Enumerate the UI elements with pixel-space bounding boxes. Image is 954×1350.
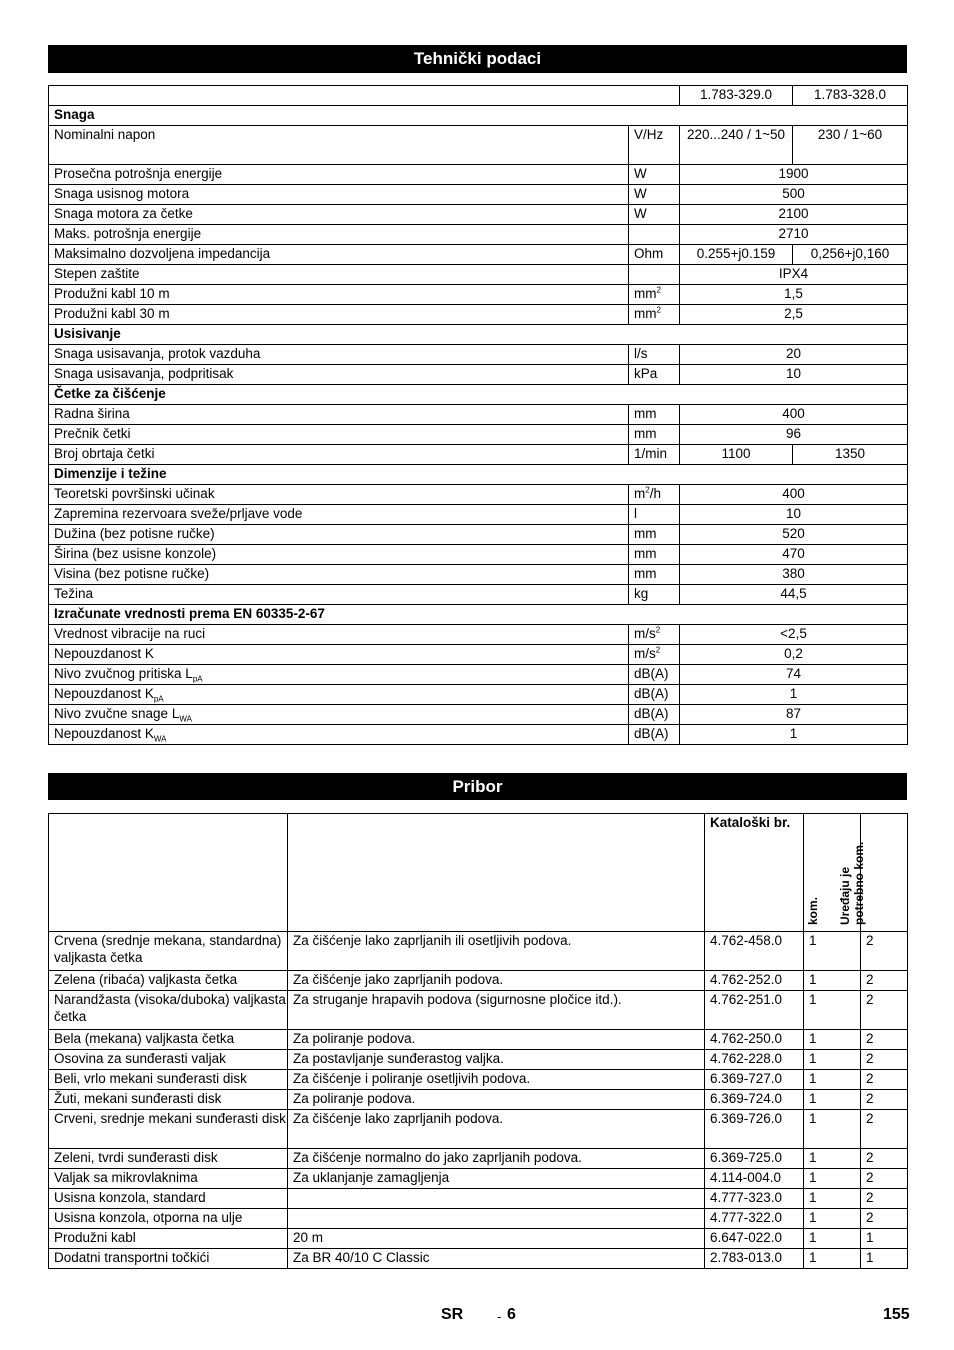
spec-label-cell (49, 565, 629, 585)
spec-unit: dB(A) (634, 726, 669, 741)
spec-label: Nivo zvučne snage L (54, 706, 180, 721)
spec-unit-cell (629, 185, 680, 205)
accessory-name: Narandžasta (visoka/duboka) valjkasta četka (49, 991, 288, 1030)
spec-label: Snaga usisavanja, podpritisak (54, 366, 234, 381)
spec-value-2: 1350 (793, 445, 908, 465)
accessory-row (49, 1110, 908, 1149)
spec-unit-cell (629, 205, 680, 225)
accessory-quantity: 1 (804, 1149, 861, 1169)
accessory-quantity: 1 (804, 1110, 861, 1149)
spec-label: Radna širina (54, 406, 130, 421)
accessory-description: Za uklanjanje zamagljenja (288, 1169, 705, 1189)
spec-label: Maksimalno dozvoljena impedancija (54, 246, 271, 261)
spec-value-1: 1100 (680, 445, 793, 465)
spec-value: 2710 (680, 225, 908, 245)
spec-unit: m/s (634, 646, 656, 661)
accessory-description: Za struganje hrapavih podova (sigurnosne pločice itd.). (288, 991, 705, 1030)
accessory-name: Dodatni transportni točkići (49, 1249, 288, 1269)
tech-title: Tehnički podaci (413, 49, 542, 68)
spec-label-cell (49, 625, 629, 645)
accessory-required: 2 (861, 1090, 908, 1110)
accessory-description: Za poliranje podova. (288, 1090, 705, 1110)
section-heading: Četke za čišćenje (49, 385, 908, 405)
spec-label: Broj obrtaja četki (54, 446, 155, 461)
spec-unit-cell (629, 445, 680, 465)
footer-page-number: 155 (883, 1306, 910, 1323)
tech-row (49, 305, 908, 325)
accessory-quantity: 1 (804, 1249, 861, 1269)
accessory-row (49, 1249, 908, 1269)
spec-label-cell (49, 585, 629, 605)
spec-value: 1 (680, 725, 908, 745)
accessory-description: Za BR 40/10 C Classic (288, 1249, 705, 1269)
accessory-name: Zeleni, tvrdi sunđerasti disk (49, 1149, 288, 1169)
spec-label-cell (49, 685, 629, 705)
spec-label: Zapremina rezervoara sveže/prljave vode (54, 506, 303, 521)
accessory-name: Osovina za sunđerasti valjak (49, 1050, 288, 1070)
accessory-quantity: 1 (804, 1229, 861, 1249)
spec-label-subscript: pA (153, 694, 164, 704)
spec-unit-cell (629, 245, 680, 265)
tech-row (49, 205, 908, 225)
accessory-row (49, 971, 908, 991)
tech-row (49, 585, 908, 605)
accessory-required: 2 (861, 1149, 908, 1169)
tech-section-row (49, 385, 908, 405)
accessory-name: Beli, vrlo mekani sunđerasti disk (49, 1070, 288, 1090)
accessory-catalog-number: 4.762-252.0 (705, 971, 804, 991)
spec-unit-cell (629, 505, 680, 525)
accessory-description: Za čišćenje i poliranje osetljivih podova. (288, 1070, 705, 1090)
tech-row (49, 165, 908, 185)
accessory-name: Usisna konzola, standard (49, 1189, 288, 1209)
spec-unit-cell (629, 625, 680, 645)
spec-unit-cell (629, 425, 680, 445)
accessory-row (49, 1169, 908, 1189)
spec-unit: kg (634, 586, 649, 601)
tech-row (49, 285, 908, 305)
tech-row (49, 425, 908, 445)
tech-row (49, 545, 908, 565)
accessory-catalog-number: 6.369-727.0 (705, 1070, 804, 1090)
tech-row (49, 705, 908, 725)
header-required-2: potrebno kom. (852, 841, 866, 925)
model-2: 1.783-328.0 (793, 86, 908, 106)
spec-unit-superscript: 2 (645, 485, 650, 495)
spec-label-cell (49, 545, 629, 565)
spec-unit-cell (629, 225, 680, 245)
spec-value: IPX4 (680, 265, 908, 285)
tech-row (49, 565, 908, 585)
spec-label-cell (49, 365, 629, 385)
spec-value: 1900 (680, 165, 908, 185)
spec-unit-cell (629, 165, 680, 185)
accessory-description: Za čišćenje lako zaprljanih ili osetljivih podova. (288, 932, 705, 971)
spec-label: Snaga usisnog motora (54, 186, 190, 201)
spec-value: 0,2 (680, 645, 908, 665)
spec-unit: mm (634, 426, 657, 441)
spec-label-cell (49, 665, 629, 685)
spec-unit: dB(A) (634, 706, 669, 721)
spec-value: 10 (680, 365, 908, 385)
tech-row (49, 225, 908, 245)
tech-model-row (49, 86, 908, 106)
section-heading: Izračunate vrednosti prema EN 60335-2-67 (49, 605, 908, 625)
accessory-description: Za čišćenje lako zaprljanih podova. (288, 1110, 705, 1149)
spec-label: Maks. potrošnja energije (54, 226, 202, 241)
spec-value: 500 (680, 185, 908, 205)
spec-label: Nepouzdanost K (54, 726, 154, 741)
spec-unit: mm (634, 286, 657, 301)
spec-label: Vrednost vibracije na ruci (54, 626, 206, 641)
accessory-row (49, 1090, 908, 1110)
spec-unit: 1/min (634, 446, 668, 461)
accessory-required: 2 (861, 1070, 908, 1090)
spec-label-cell (49, 645, 629, 665)
spec-label-cell (49, 705, 629, 725)
tech-row (49, 345, 908, 365)
spec-value: 1,5 (680, 285, 908, 305)
spec-value: 10 (680, 505, 908, 525)
tech-section-row (49, 325, 908, 345)
accessory-row (49, 1050, 908, 1070)
spec-label: Teoretski površinski učinak (54, 486, 215, 501)
accessory-name: Zelena (ribaća) valjkasta četka (49, 971, 288, 991)
accessories-table (48, 813, 908, 1269)
spec-unit-cell (629, 305, 680, 325)
accessory-name: Bela (mekana) valjkasta četka (49, 1030, 288, 1050)
spec-unit-cell (629, 705, 680, 725)
spec-label: Stepen zaštite (54, 266, 140, 281)
spec-value: 2,5 (680, 305, 908, 325)
spec-unit-suffix: /h (649, 486, 661, 501)
spec-unit-cell (629, 265, 680, 285)
accessory-row (49, 932, 908, 971)
spec-unit-cell (629, 285, 680, 305)
spec-label-cell (49, 285, 629, 305)
model-1: 1.783-329.0 (680, 86, 793, 106)
tech-section-row (49, 605, 908, 625)
spec-unit-cell (629, 365, 680, 385)
spec-label-cell (49, 725, 629, 745)
spec-label-cell (49, 305, 629, 325)
spec-label-cell (49, 225, 629, 245)
accessory-description (288, 1189, 705, 1209)
accessory-catalog-number: 6.369-726.0 (705, 1110, 804, 1149)
spec-unit-cell (629, 645, 680, 665)
accessory-required: 2 (861, 1169, 908, 1189)
spec-label: Težina (54, 586, 94, 601)
spec-value: 20 (680, 345, 908, 365)
tech-row (49, 485, 908, 505)
spec-label: Produžni kabl 10 m (54, 286, 170, 301)
spec-unit: V/Hz (634, 127, 664, 142)
spec-label: Snaga usisavanja, protok vazduha (54, 346, 261, 361)
spec-unit: l/s (634, 346, 648, 361)
accessory-catalog-number: 6.369-725.0 (705, 1149, 804, 1169)
spec-label: Prosečna potrošnja energije (54, 166, 223, 181)
tech-row (49, 645, 908, 665)
spec-label-subscript: WA (153, 734, 167, 744)
accessory-name: Crveni, srednje mekani sunđerasti disk (49, 1110, 288, 1149)
tech-row (49, 245, 908, 265)
spec-label-cell (49, 265, 629, 285)
spec-unit: dB(A) (634, 666, 669, 681)
accessory-description: 20 m (288, 1229, 705, 1249)
spec-unit: m (634, 486, 646, 501)
spec-unit: mm (634, 546, 657, 561)
tech-row (49, 405, 908, 425)
accessory-catalog-number: 6.647-022.0 (705, 1229, 804, 1249)
accessory-row (49, 1149, 908, 1169)
spec-unit: mm (634, 406, 657, 421)
accessory-quantity: 1 (804, 971, 861, 991)
spec-value: 96 (680, 425, 908, 445)
spec-value: 2100 (680, 205, 908, 225)
spec-label-subscript: WA (179, 714, 192, 724)
section-heading: Dimenzije i težine (49, 465, 908, 485)
accessory-row (49, 1229, 908, 1249)
accessory-quantity: 1 (804, 932, 861, 971)
spec-unit-cell (629, 525, 680, 545)
tech-row (49, 265, 908, 285)
spec-label-cell (49, 485, 629, 505)
spec-unit: mm (634, 566, 657, 581)
spec-value: 380 (680, 565, 908, 585)
tech-row (49, 625, 908, 645)
accessory-description (288, 1209, 705, 1229)
accessory-quantity: 1 (804, 1070, 861, 1090)
spec-label-subscript: pA (192, 674, 203, 684)
spec-unit-cell (629, 585, 680, 605)
spec-unit: Ohm (634, 246, 664, 261)
spec-unit: W (634, 166, 647, 181)
spec-label: Snaga motora za četke (54, 206, 193, 221)
section-heading: Usisivanje (49, 325, 908, 345)
spec-unit: m/s (634, 626, 656, 641)
spec-label: Prečnik četki (54, 426, 131, 441)
accessory-quantity: 1 (804, 1189, 861, 1209)
accessory-name: Valjak sa mikrovlaknima (49, 1169, 288, 1189)
tech-table (48, 85, 908, 745)
acc-title: Pribor (452, 777, 503, 796)
accessory-required: 2 (861, 1209, 908, 1229)
spec-label-cell (49, 245, 629, 265)
tech-section-row (49, 106, 908, 126)
spec-label: Nepouzdanost K (54, 646, 154, 661)
spec-unit-cell (629, 405, 680, 425)
spec-unit-cell (629, 126, 680, 165)
spec-unit: W (634, 186, 647, 201)
spec-value: 520 (680, 525, 908, 545)
spec-label-cell (49, 425, 629, 445)
accessory-quantity: 1 (804, 991, 861, 1030)
spec-value-2: 0,256+j0,160 (793, 245, 908, 265)
spec-value: 1 (680, 685, 908, 705)
accessory-required: 2 (861, 1189, 908, 1209)
accessory-description: Za čišćenje normalno do jako zaprljanih podova. (288, 1149, 705, 1169)
accessory-catalog-number: 4.762-251.0 (705, 991, 804, 1030)
spec-unit: mm (634, 526, 657, 541)
tech-row (49, 365, 908, 385)
spec-label-cell (49, 205, 629, 225)
accessory-row (49, 1070, 908, 1090)
accessory-name: Žuti, mekani sunđerasti disk (49, 1090, 288, 1110)
spec-unit-superscript: 2 (655, 625, 661, 635)
accessory-quantity: 1 (804, 1209, 861, 1229)
spec-label-cell (49, 165, 629, 185)
spec-label: Nominalni napon (54, 127, 156, 142)
accessory-description: Za postavljanje sunđerastog valjka. (288, 1050, 705, 1070)
accessory-row (49, 1189, 908, 1209)
tech-row (49, 505, 908, 525)
footer-lang: SR (441, 1306, 464, 1323)
accessory-row (49, 1030, 908, 1050)
tech-row (49, 445, 908, 465)
accessory-quantity: 1 (804, 1050, 861, 1070)
spec-label-cell (49, 185, 629, 205)
accessory-catalog-number: 4.777-322.0 (705, 1209, 804, 1229)
spec-unit-superscript: 2 (655, 645, 661, 655)
accessory-catalog-number: 4.114-004.0 (705, 1169, 804, 1189)
acc-header-row (49, 814, 908, 932)
spec-unit: dB(A) (634, 686, 669, 701)
spec-value-2: 230 / 1~60 (793, 126, 908, 165)
accessory-required: 2 (861, 932, 908, 971)
spec-unit: W (634, 206, 647, 221)
tech-row (49, 126, 908, 165)
spec-label-cell (49, 505, 629, 525)
accessory-quantity: 1 (804, 1090, 861, 1110)
spec-label-cell (49, 525, 629, 545)
tech-row (49, 185, 908, 205)
spec-value: 470 (680, 545, 908, 565)
accessory-description: Za poliranje podova. (288, 1030, 705, 1050)
spec-label: Nivo zvučnog pritiska L (54, 666, 193, 681)
accessory-quantity: 1 (804, 1030, 861, 1050)
spec-unit-cell (629, 545, 680, 565)
accessory-required: 2 (861, 971, 908, 991)
spec-label: Širina (bez usisne konzole) (54, 546, 217, 561)
spec-unit-cell (629, 485, 680, 505)
accessory-catalog-number: 4.777-323.0 (705, 1189, 804, 1209)
accessory-required: 2 (861, 1110, 908, 1149)
accessory-catalog-number: 4.762-250.0 (705, 1030, 804, 1050)
spec-unit-cell (629, 665, 680, 685)
accessory-name: Usisna konzola, otporna na ulje (49, 1209, 288, 1229)
spec-label: Nepouzdanost K (54, 686, 154, 701)
spec-unit-cell (629, 565, 680, 585)
spec-value-1: 220...240 / 1~50 (680, 126, 793, 165)
footer-page-local: 6 (507, 1306, 516, 1323)
spec-label-cell (49, 345, 629, 365)
accessory-name: Crvena (srednje mekana, standardna) valjkasta četka (49, 932, 288, 971)
accessory-required: 2 (861, 1030, 908, 1050)
accessory-required: 1 (861, 1249, 908, 1269)
spec-unit: mm (634, 306, 657, 321)
tech-row (49, 725, 908, 745)
accessory-row (49, 1209, 908, 1229)
tech-row (49, 665, 908, 685)
spec-label-cell (49, 405, 629, 425)
spec-label-cell (49, 445, 629, 465)
spec-label: Produžni kabl 30 m (54, 306, 170, 321)
accessory-catalog-number: 4.762-228.0 (705, 1050, 804, 1070)
accessory-catalog-number: 2.783-013.0 (705, 1249, 804, 1269)
accessory-required: 2 (861, 991, 908, 1030)
spec-unit-cell (629, 685, 680, 705)
accessory-catalog-number: 6.369-724.0 (705, 1090, 804, 1110)
spec-label-cell (49, 126, 629, 165)
accessory-required: 1 (861, 1229, 908, 1249)
tech-row (49, 685, 908, 705)
tech-row (49, 525, 908, 545)
footer-dash: - (497, 1309, 502, 1324)
tech-title-bar (48, 45, 907, 73)
accessory-quantity: 1 (804, 1169, 861, 1189)
header-catalog: Kataloški br. (705, 814, 804, 932)
section-heading: Snaga (49, 106, 908, 126)
spec-unit-superscript: 2 (656, 305, 661, 315)
spec-label: Dužina (bez potisne ručke) (54, 526, 215, 541)
spec-value-1: 0.255+j0.159 (680, 245, 793, 265)
accessory-description: Za čišćenje jako zaprljanih podova. (288, 971, 705, 991)
spec-unit: l (634, 506, 637, 521)
spec-unit-superscript: 2 (656, 285, 661, 295)
spec-unit-cell (629, 345, 680, 365)
spec-value: 44,5 (680, 585, 908, 605)
spec-label: Visina (bez potisne ručke) (54, 566, 210, 581)
accessory-required: 2 (861, 1050, 908, 1070)
accessory-name: Produžni kabl (49, 1229, 288, 1249)
spec-value: 74 (680, 665, 908, 685)
spec-value: 400 (680, 405, 908, 425)
header-qty: kom. (806, 896, 820, 925)
tech-section-row (49, 465, 908, 485)
spec-unit: kPa (634, 366, 658, 381)
spec-value: <2,5 (680, 625, 908, 645)
acc-title-bar (48, 773, 907, 800)
spec-value: 87 (680, 705, 908, 725)
spec-unit-cell (629, 725, 680, 745)
accessory-row (49, 991, 908, 1030)
header-required-1: Uređaju je (838, 866, 852, 925)
accessory-catalog-number: 4.762-458.0 (705, 932, 804, 971)
spec-value: 400 (680, 485, 908, 505)
